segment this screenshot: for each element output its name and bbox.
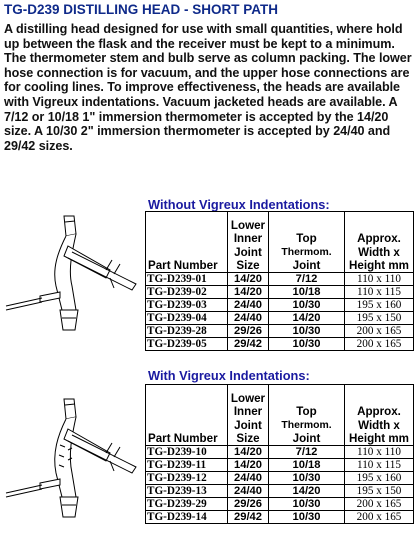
parts-table-with-vigreux <box>145 384 414 524</box>
top-joint-cell: 10/18 <box>269 286 345 299</box>
part-number-cell: TG-D239-04 <box>146 312 228 325</box>
approx-size-cell: 200 x 165 <box>345 498 414 511</box>
header-lower-joint: Lower Inner Joint Size <box>228 212 269 273</box>
part-number-cell: TG-D239-11 <box>146 459 228 472</box>
lower-joint-cell: 29/42 <box>228 511 269 524</box>
product-description: A distilling head designed for use with small quantities, where hold up between the flask and the receiver must be kept to a minimum. The thermometer stem and bulb serve as column packing. The lower hose connection is for vacuum, and the upper hose connections are for cooling lines. To improve effectiveness, the heads are available with Vigreux indentations. Vacuum jacketed heads are available. A 7/12 or 10/18 1" immersion thermometer is accepted by the 14/20 size. A 10/30 2" immersion thermometer is accepted by 24/40 and 29/42 sizes. <box>4 22 412 153</box>
part-number-cell: TG-D239-12 <box>146 472 228 485</box>
lower-joint-cell: 14/20 <box>228 286 269 299</box>
lower-joint-cell: 24/40 <box>228 472 269 485</box>
parts-table-without-vigreux <box>145 211 414 351</box>
part-number-cell: TG-D239-02 <box>146 286 228 299</box>
top-joint-cell: 14/20 <box>269 312 345 325</box>
top-joint-cell: 14/20 <box>269 485 345 498</box>
part-number-cell: TG-D239-28 <box>146 325 228 338</box>
table-row <box>146 338 414 351</box>
table-row <box>146 498 414 511</box>
top-joint-cell: 7/12 <box>269 446 345 459</box>
table-row <box>146 312 414 325</box>
section-heading-without-vigreux: Without Vigreux Indentations: <box>148 197 330 212</box>
header-approx-size: Approx. Width x Height mm <box>345 385 414 446</box>
lower-joint-cell: 24/40 <box>228 312 269 325</box>
approx-size-cell: 200 x 165 <box>345 325 414 338</box>
approx-size-cell: 195 x 160 <box>345 299 414 312</box>
table-row <box>146 286 414 299</box>
table-row <box>146 511 414 524</box>
lower-joint-cell: 24/40 <box>228 299 269 312</box>
top-joint-cell: 7/12 <box>269 273 345 286</box>
approx-size-cell: 200 x 165 <box>345 511 414 524</box>
page-title: TG-D239 DISTILLING HEAD - SHORT PATH <box>4 2 279 17</box>
header-top-joint: Top Thermom. Joint <box>269 212 345 273</box>
table-row <box>146 273 414 286</box>
top-joint-cell: 10/30 <box>269 325 345 338</box>
approx-size-cell: 110 x 115 <box>345 286 414 299</box>
vigreux-distilling-head-illustration <box>2 395 144 525</box>
table-row <box>146 325 414 338</box>
table-row <box>146 459 414 472</box>
table-header-row <box>146 385 414 446</box>
approx-size-cell: 200 x 165 <box>345 338 414 351</box>
table-row <box>146 472 414 485</box>
lower-joint-cell: 29/42 <box>228 338 269 351</box>
approx-size-cell: 110 x 110 <box>345 446 414 459</box>
approx-size-cell: 110 x 115 <box>345 459 414 472</box>
lower-joint-cell: 24/40 <box>228 485 269 498</box>
part-number-cell: TG-D239-13 <box>146 485 228 498</box>
top-joint-cell: 10/30 <box>269 472 345 485</box>
approx-size-cell: 195 x 150 <box>345 312 414 325</box>
part-number-cell: TG-D239-29 <box>146 498 228 511</box>
top-joint-cell: 10/30 <box>269 511 345 524</box>
approx-size-cell: 195 x 160 <box>345 472 414 485</box>
header-part-number: Part Number <box>146 212 228 273</box>
table-header-row <box>146 212 414 273</box>
part-number-cell: TG-D239-01 <box>146 273 228 286</box>
lower-joint-cell: 29/26 <box>228 325 269 338</box>
distilling-head-illustration <box>2 212 144 336</box>
section-heading-with-vigreux: With Vigreux Indentations: <box>148 368 310 383</box>
top-joint-cell: 10/30 <box>269 299 345 312</box>
part-number-cell: TG-D239-10 <box>146 446 228 459</box>
lower-joint-cell: 29/26 <box>228 498 269 511</box>
approx-size-cell: 195 x 150 <box>345 485 414 498</box>
lower-joint-cell: 14/20 <box>228 273 269 286</box>
header-part-number: Part Number <box>146 385 228 446</box>
header-top-joint: Top Thermom. Joint <box>269 385 345 446</box>
table-row <box>146 485 414 498</box>
top-joint-cell: 10/30 <box>269 498 345 511</box>
table-row <box>146 299 414 312</box>
top-joint-cell: 10/30 <box>269 338 345 351</box>
top-joint-cell: 10/18 <box>269 459 345 472</box>
part-number-cell: TG-D239-05 <box>146 338 228 351</box>
header-approx-size: Approx. Width x Height mm <box>345 212 414 273</box>
header-lower-joint: Lower Inner Joint Size <box>228 385 269 446</box>
table-row <box>146 446 414 459</box>
lower-joint-cell: 14/20 <box>228 446 269 459</box>
approx-size-cell: 110 x 110 <box>345 273 414 286</box>
part-number-cell: TG-D239-03 <box>146 299 228 312</box>
lower-joint-cell: 14/20 <box>228 459 269 472</box>
part-number-cell: TG-D239-14 <box>146 511 228 524</box>
